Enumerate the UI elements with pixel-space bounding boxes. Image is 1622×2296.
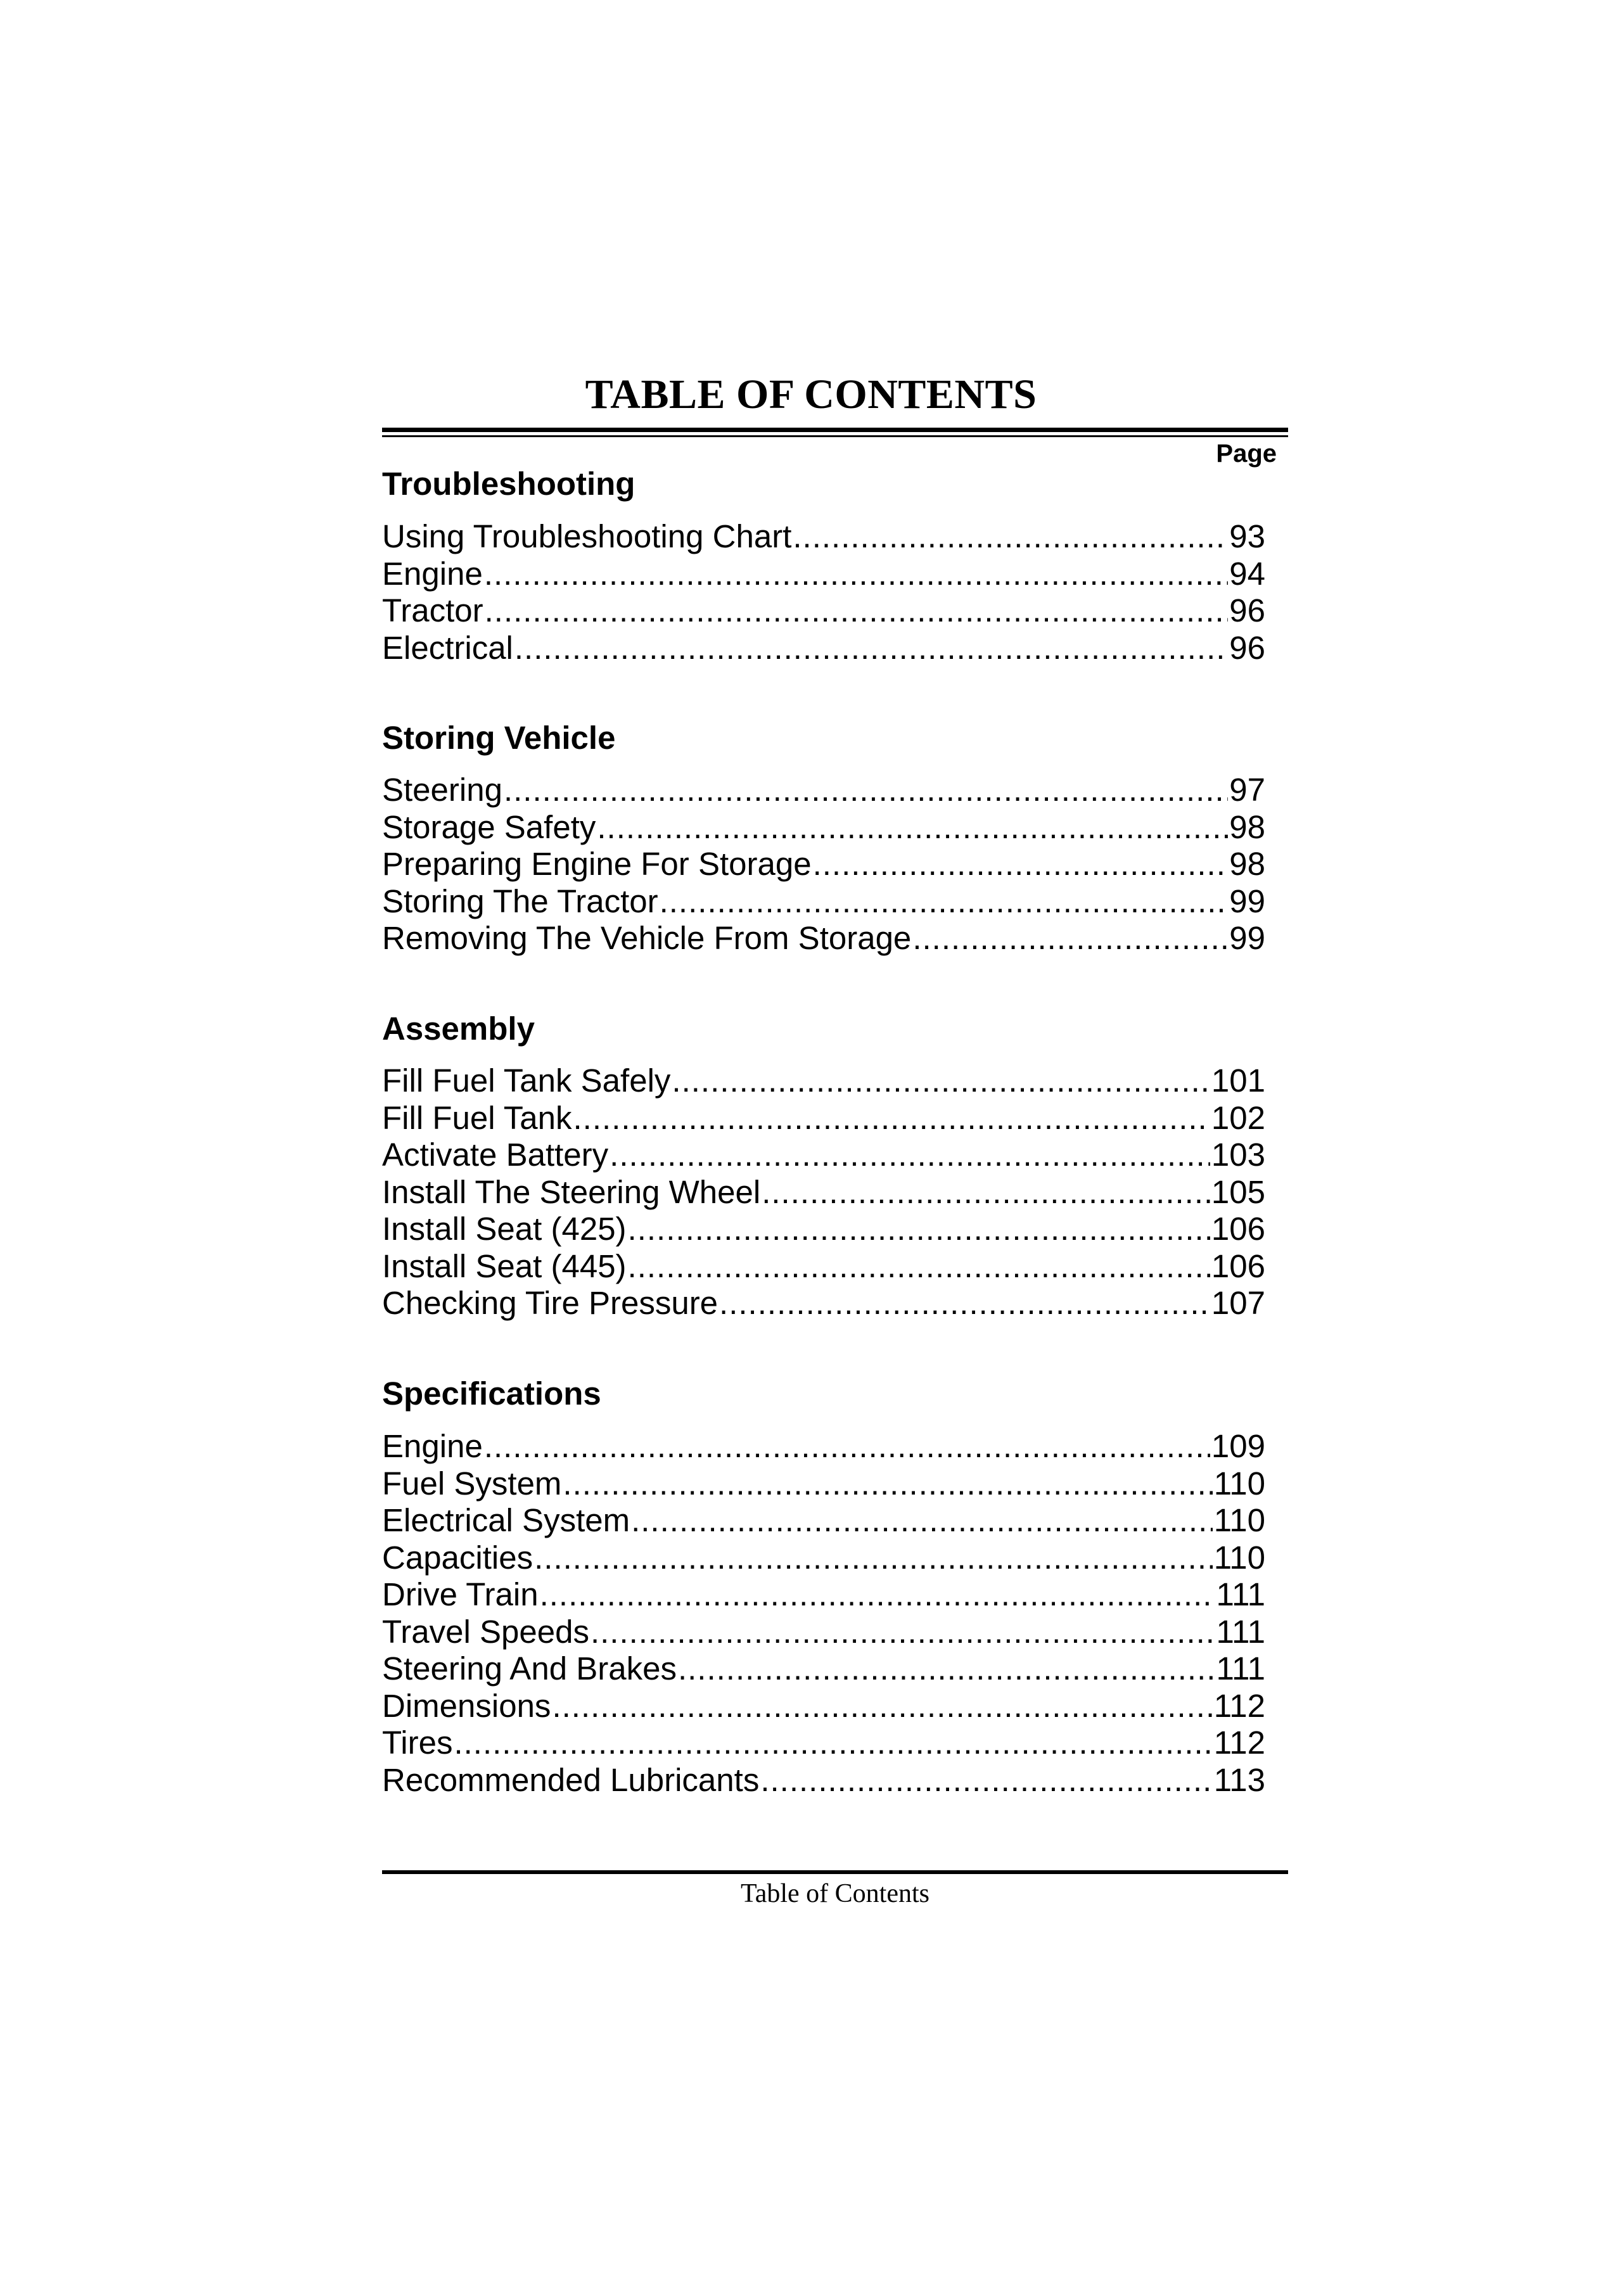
toc-entry-label: Capacities xyxy=(382,1539,533,1576)
dot-leader xyxy=(760,1762,1212,1799)
toc-entry[interactable] xyxy=(382,1248,1265,1285)
toc-entry-label: Fuel System xyxy=(382,1465,562,1502)
dot-leader xyxy=(597,809,1228,846)
toc-entry-label: Fill Fuel Tank xyxy=(382,1099,572,1136)
toc-entry-label: Storage Safety xyxy=(382,808,596,845)
page-title: TABLE OF CONTENTS xyxy=(585,371,1037,418)
toc-entry[interactable] xyxy=(382,592,1265,630)
toc-entry-label: Checking Tire Pressure xyxy=(382,1285,718,1321)
dot-leader xyxy=(628,1248,1210,1285)
toc-list-specifications xyxy=(382,1428,1265,1799)
toc-entry[interactable] xyxy=(382,1650,1265,1688)
dot-leader xyxy=(484,556,1228,593)
toc-entry-page: 98 xyxy=(1229,808,1265,845)
toc-entry[interactable] xyxy=(382,1688,1265,1725)
toc-entry-page: 110 xyxy=(1213,1465,1265,1502)
toc-entry[interactable] xyxy=(382,1502,1265,1540)
toc-list-storing-vehicle xyxy=(382,772,1265,957)
toc-entry[interactable] xyxy=(382,518,1265,556)
toc-entry[interactable] xyxy=(382,1062,1265,1100)
toc-entry[interactable] xyxy=(382,1285,1265,1322)
toc-entry-label: Electrical System xyxy=(382,1502,630,1538)
toc-entry[interactable] xyxy=(382,1137,1265,1174)
toc-list-troubleshooting xyxy=(382,518,1265,666)
dot-leader xyxy=(912,920,1228,957)
toc-entry-label: Removing The Vehicle From Storage xyxy=(382,920,912,956)
toc-entry-label: Recommended Lubricants xyxy=(382,1761,760,1798)
toc-entry-label: Steering And Brakes xyxy=(382,1650,677,1687)
toc-entry-page: 107 xyxy=(1211,1285,1265,1321)
toc-entry-label: Tires xyxy=(382,1725,453,1761)
footer-rule xyxy=(382,1870,1288,1874)
dot-leader xyxy=(678,1650,1215,1688)
section-heading-specifications: Specifications xyxy=(382,1375,601,1412)
dot-leader xyxy=(552,1688,1212,1725)
toc-entry[interactable] xyxy=(382,1614,1265,1651)
dot-leader xyxy=(591,1614,1215,1651)
dot-leader xyxy=(454,1725,1212,1762)
toc-list-assembly xyxy=(382,1062,1265,1322)
toc-entry-page: 105 xyxy=(1211,1173,1265,1210)
toc-entry-page: 94 xyxy=(1229,555,1265,592)
toc-entry[interactable] xyxy=(382,1211,1265,1248)
toc-entry-page: 99 xyxy=(1229,920,1265,956)
dot-leader xyxy=(485,592,1229,630)
toc-entry-page: 110 xyxy=(1213,1502,1265,1538)
toc-entry-page: 102 xyxy=(1211,1099,1265,1136)
toc-entry-label: Install Seat (445) xyxy=(382,1247,627,1284)
toc-entry-label: Install Seat (425) xyxy=(382,1211,627,1247)
toc-entry-page: 96 xyxy=(1229,629,1265,666)
section-heading-storing-vehicle: Storing Vehicle xyxy=(382,720,616,756)
toc-entry-page: 96 xyxy=(1229,592,1265,628)
section-heading-troubleshooting: Troubleshooting xyxy=(382,466,635,502)
dot-leader xyxy=(540,1576,1215,1614)
page-column-label: Page xyxy=(1216,440,1277,468)
toc-entry-page: 98 xyxy=(1229,846,1265,882)
toc-entry-page: 111 xyxy=(1216,1650,1265,1687)
toc-entry-label: Preparing Engine For Storage xyxy=(382,846,812,882)
toc-entry-page: 97 xyxy=(1229,772,1265,808)
toc-entry-page: 99 xyxy=(1229,883,1265,919)
dot-leader xyxy=(484,1428,1210,1465)
toc-entry-page: 111 xyxy=(1216,1613,1265,1650)
title-rule-thick xyxy=(382,428,1288,432)
toc-entry[interactable] xyxy=(382,1174,1265,1211)
dot-leader xyxy=(762,1174,1210,1211)
toc-entry[interactable] xyxy=(382,772,1265,809)
title-rule-thin xyxy=(382,435,1288,437)
dot-leader xyxy=(534,1540,1213,1577)
toc-entry[interactable] xyxy=(382,1725,1265,1762)
dot-leader xyxy=(660,883,1229,921)
toc-entry[interactable] xyxy=(382,846,1265,883)
toc-entry-page: 103 xyxy=(1211,1137,1265,1173)
toc-entry[interactable] xyxy=(382,1576,1265,1614)
toc-entry-label: Tractor xyxy=(382,592,483,628)
toc-entry-label: Drive Train xyxy=(382,1576,539,1612)
toc-entry[interactable] xyxy=(382,1100,1265,1137)
dot-leader xyxy=(628,1211,1210,1248)
toc-entry-page: 113 xyxy=(1213,1761,1265,1798)
toc-entry-label: Electrical xyxy=(382,629,513,666)
toc-entry-label: Storing The Tractor xyxy=(382,883,658,919)
dot-leader xyxy=(514,630,1228,667)
dot-leader xyxy=(563,1465,1212,1503)
dot-leader xyxy=(504,772,1228,809)
toc-entry-page: 112 xyxy=(1213,1725,1265,1761)
toc-entry-label: Engine xyxy=(382,555,483,592)
dot-leader xyxy=(610,1137,1210,1174)
toc-entry-page: 93 xyxy=(1229,518,1265,554)
dot-leader xyxy=(719,1285,1210,1322)
toc-entry-page: 110 xyxy=(1213,1539,1265,1576)
toc-entry-label: Fill Fuel Tank Safely xyxy=(382,1062,671,1099)
toc-entry[interactable] xyxy=(382,883,1265,921)
toc-entry[interactable] xyxy=(382,920,1265,957)
dot-leader xyxy=(813,846,1229,883)
dot-leader xyxy=(672,1062,1210,1100)
toc-entry[interactable] xyxy=(382,809,1265,846)
toc-entry-label: Dimensions xyxy=(382,1687,551,1724)
toc-entry-page: 111 xyxy=(1216,1576,1265,1612)
toc-entry-label: Activate Battery xyxy=(382,1137,609,1173)
toc-entry-label: Engine xyxy=(382,1428,483,1464)
toc-entry-label: Travel Speeds xyxy=(382,1613,589,1650)
toc-entry-page: 109 xyxy=(1211,1428,1265,1464)
toc-entry[interactable] xyxy=(382,1428,1265,1465)
toc-entry-page: 106 xyxy=(1211,1247,1265,1284)
toc-entry-label: Steering xyxy=(382,772,502,808)
toc-entry[interactable] xyxy=(382,1465,1265,1503)
toc-entry-page: 106 xyxy=(1211,1211,1265,1247)
dot-leader xyxy=(631,1502,1213,1540)
toc-entry[interactable] xyxy=(382,556,1265,593)
dot-leader xyxy=(573,1100,1210,1137)
page-footer: Table of Contents xyxy=(741,1879,929,1908)
toc-entry-page: 112 xyxy=(1213,1687,1265,1724)
toc-entry-label: Using Troubleshooting Chart xyxy=(382,518,792,554)
toc-entry[interactable] xyxy=(382,1540,1265,1577)
section-heading-assembly: Assembly xyxy=(382,1011,535,1047)
toc-entry-label: Install The Steering Wheel xyxy=(382,1173,761,1210)
toc-entry[interactable] xyxy=(382,630,1265,667)
dot-leader xyxy=(793,518,1228,556)
toc-entry-page: 101 xyxy=(1211,1062,1265,1099)
toc-entry[interactable] xyxy=(382,1762,1265,1799)
